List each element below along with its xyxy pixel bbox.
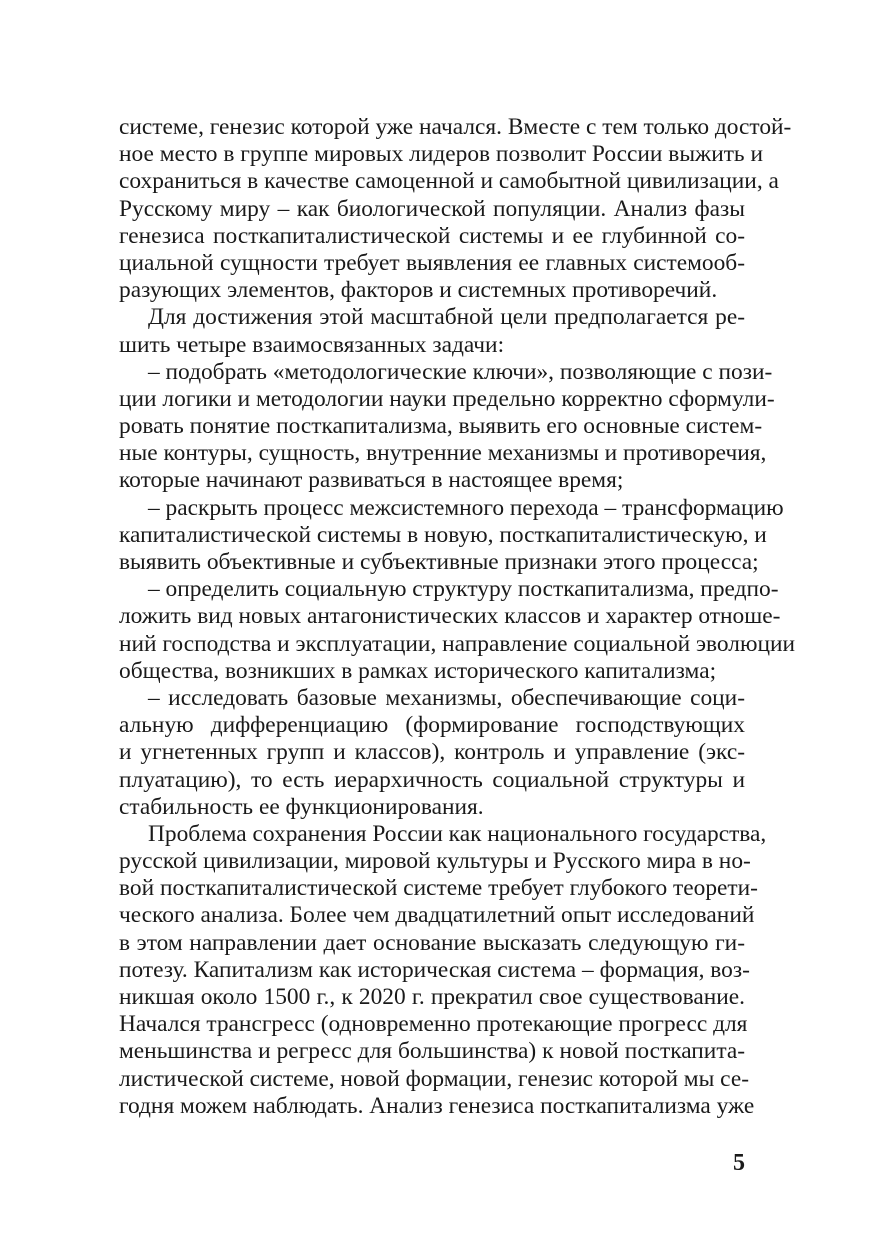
text-line: шить четыре взаимосвязанных задачи: bbox=[119, 331, 505, 358]
text-line: плуатацию), то есть иерархичность социальной структуры и bbox=[119, 766, 745, 793]
text-line: русской цивилизации, мировой культуры и Русского мира в но- bbox=[119, 848, 751, 875]
text-line: разующих элементов, факторов и системных противоречий. bbox=[119, 277, 718, 304]
text-line: генезиса посткапиталистической системы и ее глубинной со- bbox=[119, 222, 745, 249]
text-line: в этом направлении дает основание высказать следующую ги- bbox=[119, 929, 745, 956]
text-line: Русскому миру – как биологической популяции. Анализ фазы bbox=[119, 195, 745, 222]
text-line: капиталистической системы в новую, посткапиталистическую, и bbox=[119, 521, 767, 548]
text-line: Начался трансгресс (одновременно протекающие прогресс для bbox=[119, 1011, 748, 1038]
text-line: ровать понятие посткапитализма, выявить его основные систем- bbox=[119, 413, 763, 440]
text-line: – подобрать «методологические ключи», позволяющие с пози- bbox=[148, 358, 773, 385]
text-line: ции логики и методологии науки предельно корректно сформули- bbox=[119, 385, 775, 412]
text-line: сохраниться в качестве самоценной и самобытной цивилизации, а bbox=[119, 168, 779, 195]
text-line: ложить вид новых антагонистических классов и характер отноше- bbox=[119, 603, 781, 630]
text-line: никшая около 1500 г., к 2020 г. прекратил свое существование. bbox=[119, 984, 745, 1010]
text-line: Для достижения этой масштабной цели предполагается ре- bbox=[148, 304, 745, 331]
page-number: 5 bbox=[733, 1150, 745, 1176]
page-body bbox=[119, 114, 796, 1120]
text-line: стабильность ее функционирования. bbox=[119, 793, 484, 820]
text-line: меньшинства и регресс для большинства) к новой посткапита- bbox=[119, 1038, 745, 1065]
text-line: Проблема сохранения России как национального государства, bbox=[148, 820, 767, 847]
text-line: альную дифференциацию (формирование господствующих bbox=[119, 712, 745, 739]
text-line: листической системе, новой формации, генезис которой мы се- bbox=[119, 1065, 750, 1092]
text-line: циальной сущности требует выявления ее главных системооб- bbox=[119, 249, 745, 276]
text-line: ное место в группе мировых лидеров позволит России выжить и bbox=[119, 141, 763, 168]
text-line: общества, возникших в рамках исторического капитализма; bbox=[119, 657, 717, 684]
text-line: вой посткапиталистической системе требует глубокого теорети- bbox=[119, 875, 758, 902]
text-line: которые начинают развиваться в настоящее время; bbox=[119, 467, 624, 494]
text-line: – определить социальную структуру посткапитализма, предпо- bbox=[148, 576, 779, 603]
text-line: выявить объективные и субъективные признаки этого процесса; bbox=[119, 549, 759, 575]
text-line: и угнетенных групп и классов), контроль и управление (экс- bbox=[119, 739, 745, 766]
text-line: годня можем наблюдать. Анализ генезиса посткапитализма уже bbox=[119, 1092, 755, 1119]
text-line: – исследовать базовые механизмы, обеспечивающие соци- bbox=[148, 684, 745, 711]
text-line: – раскрыть процесс межсистемного перехода – трансформацию bbox=[148, 494, 784, 521]
text-line: ные контуры, сущность, внутренние механизмы и противоречия, bbox=[119, 440, 767, 467]
text-line: ний господства и эксплуатации, направление социальной эволюции bbox=[119, 630, 796, 657]
text-line: системе, генезис которой уже начался. Вместе с тем только достой- bbox=[119, 114, 792, 140]
text-line: ческого анализа. Более чем двадцатилетний опыт исследований bbox=[119, 902, 755, 929]
text-line: потезу. Капитализм как историческая система – формация, воз- bbox=[119, 956, 750, 983]
